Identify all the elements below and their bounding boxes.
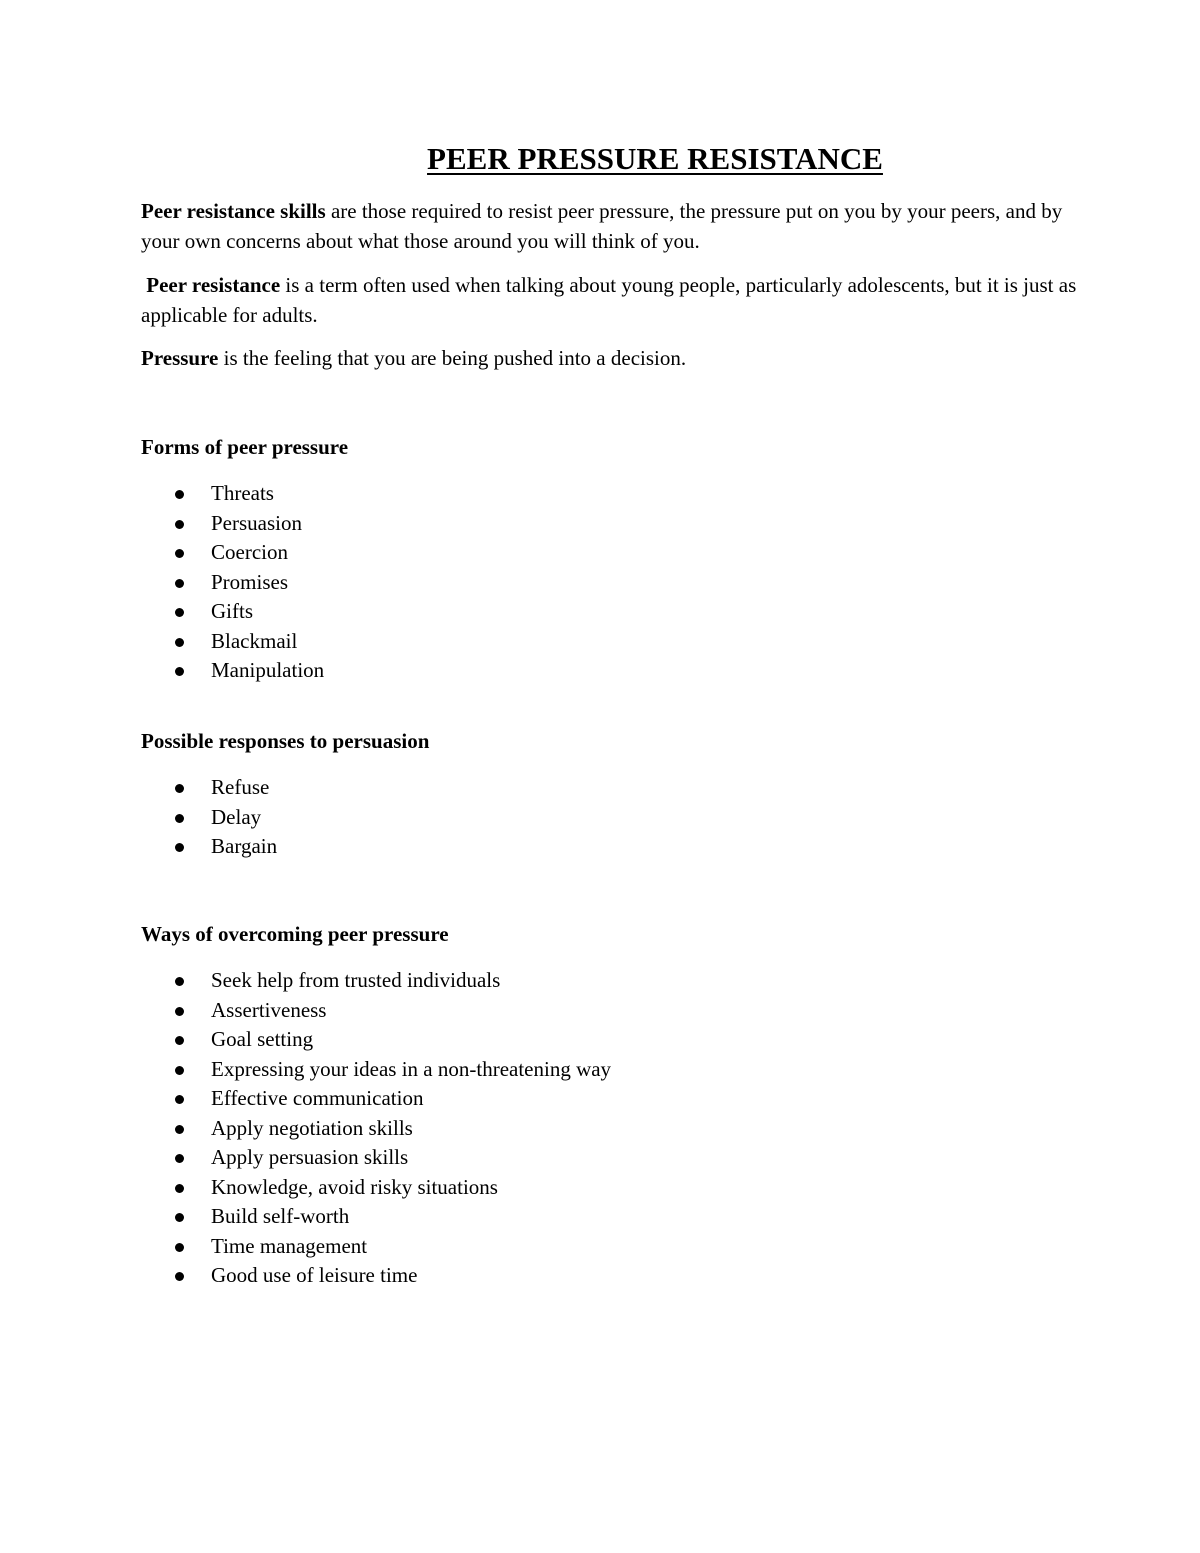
paragraph-pressure xyxy=(141,343,1081,373)
list-item-text: Assertiveness xyxy=(211,997,327,1022)
bullet-icon xyxy=(175,1272,184,1281)
list-item-text: Time management xyxy=(211,1233,368,1258)
list-item-text: Expressing your ideas in a non-threatening way xyxy=(211,1056,612,1081)
bullet-icon xyxy=(175,1036,184,1045)
bullet-icon xyxy=(175,549,184,558)
bullet-icon xyxy=(175,1213,184,1222)
list-item-text: Seek help from trusted individuals xyxy=(211,968,501,992)
bullet-icon xyxy=(175,843,184,852)
term-bold: Peer resistance xyxy=(141,273,281,297)
paragraph-text: are those required to resist peer pressure, the pressure put on you by your peers, and by your own concerns about what those around you will think of you. xyxy=(141,199,1063,253)
paragraph-peer-resistance-skills xyxy=(141,196,1081,256)
section-heading-forms: Forms of peer pressure xyxy=(141,435,349,459)
bullet-icon xyxy=(175,490,184,499)
bullet-icon xyxy=(175,667,184,676)
document-title: PEER PRESSURE RESISTANCE xyxy=(427,141,883,176)
list-item-text: Build self-worth xyxy=(211,1204,350,1228)
list-item-text: Bargain xyxy=(211,834,278,858)
bullet-icon xyxy=(175,1184,184,1193)
list-item-text: Blackmail xyxy=(211,628,298,653)
list-item-text: Effective communication xyxy=(211,1086,424,1110)
bullet-icon xyxy=(175,1243,184,1252)
term-bold: Pressure xyxy=(141,346,219,370)
paragraph-peer-resistance xyxy=(141,270,1081,330)
bullet-icon xyxy=(175,784,184,793)
list-item-text: Threats xyxy=(211,481,274,505)
term-bold: Peer resistance skills xyxy=(141,199,326,223)
paragraph-text: is the feeling that you are being pushed into a decision. xyxy=(218,346,687,370)
section-heading-responses: Possible responses to persuasion xyxy=(141,729,430,753)
section-heading-overcoming: Ways of overcoming peer pressure xyxy=(141,922,449,946)
bullet-icon xyxy=(175,608,184,617)
bullet-icon xyxy=(175,1007,184,1016)
list-item-text: Refuse xyxy=(211,775,270,799)
list-item-text: Persuasion xyxy=(211,510,302,535)
bullet-icon xyxy=(175,1154,184,1163)
list-item-text: Manipulation xyxy=(211,658,325,682)
bullet-icon xyxy=(175,520,184,529)
list-item-text: Gifts xyxy=(211,599,253,623)
list-item-text: Goal setting xyxy=(211,1027,314,1051)
bullet-icon xyxy=(175,1066,184,1075)
bullet-icon xyxy=(175,814,184,823)
list-item-text: Promises xyxy=(211,569,289,594)
list-item-text: Good use of leisure time xyxy=(211,1263,418,1287)
list-item-text: Knowledge, avoid risky situations xyxy=(211,1174,498,1199)
bullet-icon xyxy=(175,977,184,986)
paragraph-text: is a term often used when talking about young people, particularly adolescents, but it is just as applicable for adults. xyxy=(141,273,1077,327)
bullet-icon xyxy=(175,1125,184,1134)
bullet-icon xyxy=(175,1095,184,1104)
bullet-icon xyxy=(175,579,184,588)
bullet-icon xyxy=(175,638,184,647)
list-item-text: Apply negotiation skills xyxy=(211,1115,413,1140)
list-item-text: Coercion xyxy=(211,540,288,564)
list-item-text: Delay xyxy=(211,804,262,829)
list-item-text: Apply persuasion skills xyxy=(211,1145,409,1169)
